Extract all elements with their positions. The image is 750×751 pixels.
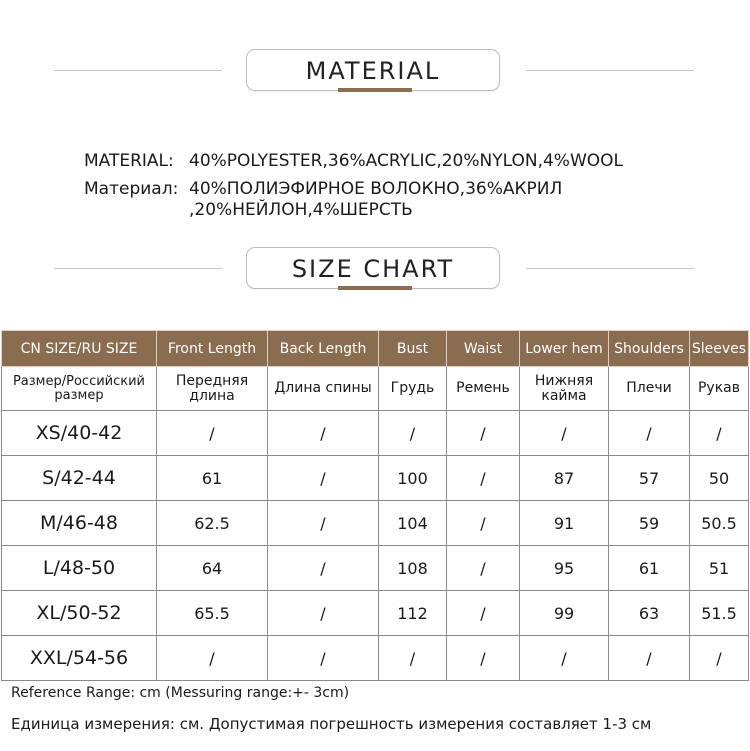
table-row bbox=[2, 636, 749, 681]
material-section-header bbox=[0, 49, 750, 93]
size-cell: L/48-50 bbox=[2, 546, 157, 591]
header-cell-ru: Длина спины bbox=[268, 367, 379, 411]
reference-range-note: Reference Range: cm (Messuring range:+- 3cm) bbox=[11, 685, 350, 701]
material-value-ru-line2: ,20%НЕЙЛОН,4%ШЕРСТЬ bbox=[189, 200, 413, 220]
measurement-cell: / bbox=[157, 411, 268, 456]
measurement-cell: 57 bbox=[609, 456, 690, 501]
measurement-cell: 100 bbox=[379, 456, 447, 501]
measurement-cell: / bbox=[268, 546, 379, 591]
measurement-cell: / bbox=[268, 591, 379, 636]
measurement-cell: / bbox=[609, 636, 690, 681]
measurement-cell: / bbox=[520, 636, 609, 681]
section-title-underline bbox=[338, 286, 412, 290]
divider-line-right bbox=[526, 268, 694, 269]
measurement-cell: / bbox=[447, 546, 520, 591]
measurement-cell: 63 bbox=[609, 591, 690, 636]
measurement-cell: / bbox=[447, 636, 520, 681]
section-title-box bbox=[246, 49, 500, 91]
measurement-cell: / bbox=[447, 456, 520, 501]
measurement-cell: 64 bbox=[157, 546, 268, 591]
material-label-en: MATERIAL: bbox=[84, 151, 174, 171]
measurement-cell: 59 bbox=[609, 501, 690, 546]
material-label-ru: Материал: bbox=[84, 179, 179, 199]
header-cell-en: Sleeves bbox=[690, 331, 749, 367]
header-cell-en: Lower hem bbox=[520, 331, 609, 367]
measurement-cell: 112 bbox=[379, 591, 447, 636]
header-cell-ru: Ремень bbox=[447, 367, 520, 411]
table-row bbox=[2, 411, 749, 456]
material-value-ru-line1: 40%ПОЛИЭФИРНОЕ ВОЛОКНО,36%АКРИЛ bbox=[189, 179, 563, 199]
section-title-box bbox=[246, 247, 500, 289]
header-cell-ru: Рукав bbox=[690, 367, 749, 411]
measurement-cell: 91 bbox=[520, 501, 609, 546]
header-cell-ru: Нижняя кайма bbox=[520, 367, 609, 411]
measurement-cell: / bbox=[379, 411, 447, 456]
measurement-cell: / bbox=[268, 501, 379, 546]
measurement-cell: / bbox=[268, 636, 379, 681]
header-cell-en: Shoulders bbox=[609, 331, 690, 367]
size-chart-section-header bbox=[0, 247, 750, 291]
measurement-cell: / bbox=[609, 411, 690, 456]
section-title: SIZE CHART bbox=[291, 255, 455, 283]
measurement-cell: 65.5 bbox=[157, 591, 268, 636]
table-row bbox=[2, 591, 749, 636]
measurement-cell: 51.5 bbox=[690, 591, 749, 636]
table-row bbox=[2, 456, 749, 501]
measurement-cell: / bbox=[379, 636, 447, 681]
header-cell-ru: Передняя длина bbox=[157, 367, 268, 411]
table-row bbox=[2, 546, 749, 591]
size-cell: XS/40-42 bbox=[2, 411, 157, 456]
measurement-cell: / bbox=[520, 411, 609, 456]
header-cell-en: CN SIZE/RU SIZE bbox=[2, 331, 157, 367]
measurement-cell: 87 bbox=[520, 456, 609, 501]
measurement-cell: / bbox=[690, 636, 749, 681]
measurement-cell: 61 bbox=[609, 546, 690, 591]
table-row bbox=[2, 501, 749, 546]
measurement-cell: 108 bbox=[379, 546, 447, 591]
measurement-cell: / bbox=[447, 591, 520, 636]
measurement-cell: 50.5 bbox=[690, 501, 749, 546]
measurement-cell: 51 bbox=[690, 546, 749, 591]
divider-line-left bbox=[54, 70, 222, 71]
section-title: MATERIAL bbox=[305, 57, 441, 85]
table-header-row-ru bbox=[2, 367, 749, 411]
measurement-cell: 99 bbox=[520, 591, 609, 636]
material-value-en: 40%POLYESTER,36%ACRYLIC,20%NYLON,4%WOOL bbox=[189, 151, 624, 171]
size-chart-table bbox=[1, 330, 749, 681]
section-title-underline bbox=[338, 88, 412, 92]
measurement-cell: / bbox=[447, 501, 520, 546]
measurement-cell: 104 bbox=[379, 501, 447, 546]
measurement-cell: 50 bbox=[690, 456, 749, 501]
header-cell-en: Front Length bbox=[157, 331, 268, 367]
size-cell: XL/50-52 bbox=[2, 591, 157, 636]
measurement-cell: / bbox=[268, 411, 379, 456]
divider-line-left bbox=[54, 268, 222, 269]
size-cell: XXL/54-56 bbox=[2, 636, 157, 681]
header-cell-ru: Размер/Российский размер bbox=[2, 367, 157, 411]
measurement-cell: / bbox=[447, 411, 520, 456]
size-cell: S/42-44 bbox=[2, 456, 157, 501]
measurement-cell: / bbox=[268, 456, 379, 501]
measurement-cell: 61 bbox=[157, 456, 268, 501]
header-cell-en: Waist bbox=[447, 331, 520, 367]
measurement-cell: / bbox=[690, 411, 749, 456]
measurement-cell: 62.5 bbox=[157, 501, 268, 546]
header-cell-en: Back Length bbox=[268, 331, 379, 367]
header-cell-ru: Плечи bbox=[609, 367, 690, 411]
table-header-row-en bbox=[2, 331, 749, 367]
header-cell-en: Bust bbox=[379, 331, 447, 367]
measurement-cell: 95 bbox=[520, 546, 609, 591]
divider-line-right bbox=[526, 70, 694, 71]
measurement-cell: / bbox=[157, 636, 268, 681]
reference-range-note-ru: Единица измерения: см. Допустимая погрешность измерения составляет 1-3 см bbox=[11, 715, 652, 733]
header-cell-ru: Грудь bbox=[379, 367, 447, 411]
size-cell: M/46-48 bbox=[2, 501, 157, 546]
